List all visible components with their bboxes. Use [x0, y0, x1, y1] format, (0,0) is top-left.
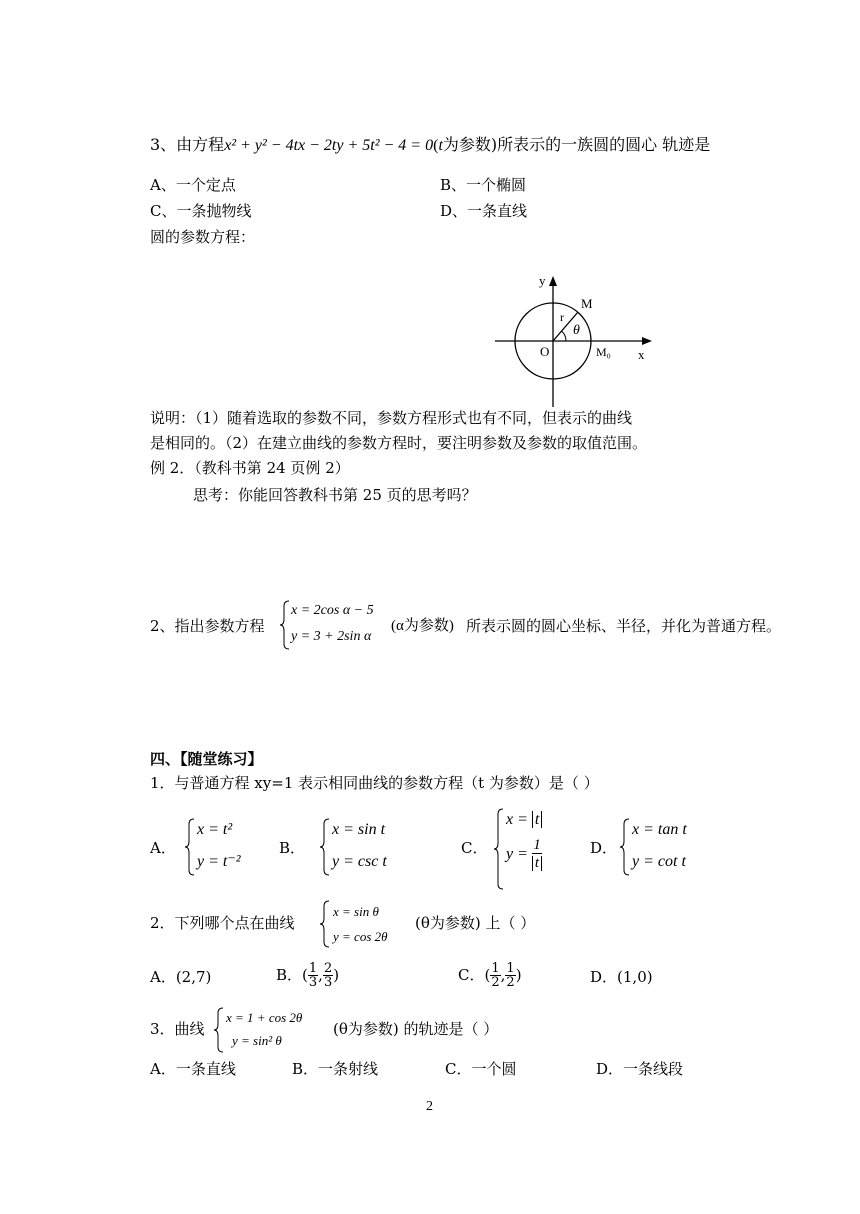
- p1-c-eq1: x = t: [506, 812, 542, 828]
- q3-prefix: 3、由方程: [150, 135, 225, 154]
- q3-option-a: A、一个定点: [150, 176, 236, 194]
- p3-option-a: A．一条直线: [150, 1060, 236, 1078]
- p2-brace: [320, 900, 330, 948]
- example-2: 例 2．（教科书第 24 页例 2）: [150, 459, 350, 477]
- q2-eq2: y = 3 + 2sin α: [291, 629, 372, 644]
- p1-b-eq2: y = csc t: [332, 853, 387, 870]
- p1-c-label: C．: [461, 839, 488, 857]
- p1-d-brace: [620, 818, 630, 876]
- q2-prefix: 2、指出参数方程: [150, 617, 265, 635]
- think-prompt: 思考：你能回答教科书第 25 页的思考吗？: [193, 486, 477, 504]
- point-m0-label: M₀: [596, 345, 611, 359]
- p1-d-label: D．: [590, 839, 618, 857]
- p2-option-a: A．(2,7): [150, 968, 212, 986]
- p2-eq2: y = cos 2θ: [333, 929, 388, 944]
- p1-stem: 1．与普通方程 xy=1 表示相同曲线的参数方程（t 为参数）是（ ）: [150, 774, 599, 792]
- x-label: x: [638, 347, 645, 362]
- p3-option-d: D．一条线段: [596, 1060, 684, 1078]
- q3-suffix: 所表示的一族圆的圆心 轨迹是: [497, 135, 711, 154]
- circle-diagram: [490, 272, 660, 412]
- page-number: 2: [426, 1099, 433, 1114]
- p2-option-b: B．( $\frac{1}{3}$ , $\frac{2}{3}$ ): [276, 961, 340, 990]
- p1-b-eq1: x = sin t: [332, 821, 386, 838]
- q2-brace: [280, 600, 290, 650]
- p2-eq1: x = sin θ: [333, 904, 379, 919]
- q3-param-open: (: [433, 137, 439, 154]
- q3-param-text: 为参数): [442, 135, 498, 154]
- p1-c-eq2: y = $\frac{1}{t}$: [506, 837, 541, 871]
- q3-param-var: t: [438, 137, 443, 154]
- note-line-2: 是相同的。（2）在建立曲线的参数方程时，要注明参数及参数的取值范围。: [150, 434, 648, 452]
- p1-c-brace: [494, 808, 504, 890]
- p1-a-label: A．: [150, 839, 176, 857]
- origin-label: O: [540, 344, 550, 359]
- p1-a-brace: [185, 818, 195, 876]
- p3-option-c: C．一个圆: [445, 1060, 517, 1078]
- q2-eq1: x = 2cos α − 5: [291, 603, 374, 618]
- angle-arc: [562, 331, 567, 341]
- p3-eq2: y = sin² θ: [232, 1033, 282, 1048]
- p1-a-eq2: y = t⁻²: [197, 853, 241, 870]
- circle-heading: 圆的参数方程：: [150, 228, 256, 246]
- x-axis-arrow: [642, 337, 652, 345]
- p2-option-c: C．( $\frac{1}{2}$ , $\frac{1}{2}$ ): [458, 961, 522, 990]
- p3-eq1: x = 1 + cos 2θ: [226, 1010, 303, 1025]
- p3-stem-suffix: (θ为参数) 的轨迹是（ ）: [333, 1020, 499, 1038]
- y-label: y: [539, 273, 546, 288]
- q2-param: (α为参数): [391, 618, 454, 634]
- p3-stem-prefix: 3．曲线: [150, 1020, 205, 1038]
- p3-option-b: B．一条射线: [292, 1060, 379, 1078]
- p1-d-eq1: x = tan t: [632, 821, 687, 838]
- q3-option-d: D、一条直线: [440, 202, 528, 220]
- q3-equation: x² + y² − 4tx − 2ty + 5t² − 4 = 0: [224, 137, 434, 154]
- p2-option-d: D．(1,0): [590, 968, 653, 986]
- theta-label: θ: [573, 323, 580, 338]
- practice-heading: 四、【随堂练习】: [150, 750, 263, 768]
- q3-option-b: B、一个椭圆: [440, 176, 527, 194]
- radius-label: r: [560, 310, 564, 324]
- q2-suffix: 所表示圆的圆心坐标、半径，并化为普通方程。: [466, 617, 782, 635]
- p3-brace: [214, 1007, 224, 1053]
- p2-stem-suffix: (θ为参数) 上（ ）: [415, 914, 536, 932]
- point-m-label: M: [581, 296, 593, 311]
- note-line-1: 说明：（1）随着选取的参数不同，参数方程形式也有不同，但表示的曲线: [150, 409, 633, 427]
- p2-stem-prefix: 2．下列哪个点在曲线: [150, 914, 295, 932]
- p1-b-brace: [320, 818, 330, 876]
- q3-stem: [150, 137, 710, 154]
- p1-b-label: B．: [279, 839, 306, 857]
- q3-option-c: C、一条抛物线: [150, 202, 252, 220]
- p1-a-eq1: x = t²: [197, 821, 233, 838]
- p1-d-eq2: y = cot t: [632, 853, 686, 870]
- y-axis-arrow: [549, 276, 557, 286]
